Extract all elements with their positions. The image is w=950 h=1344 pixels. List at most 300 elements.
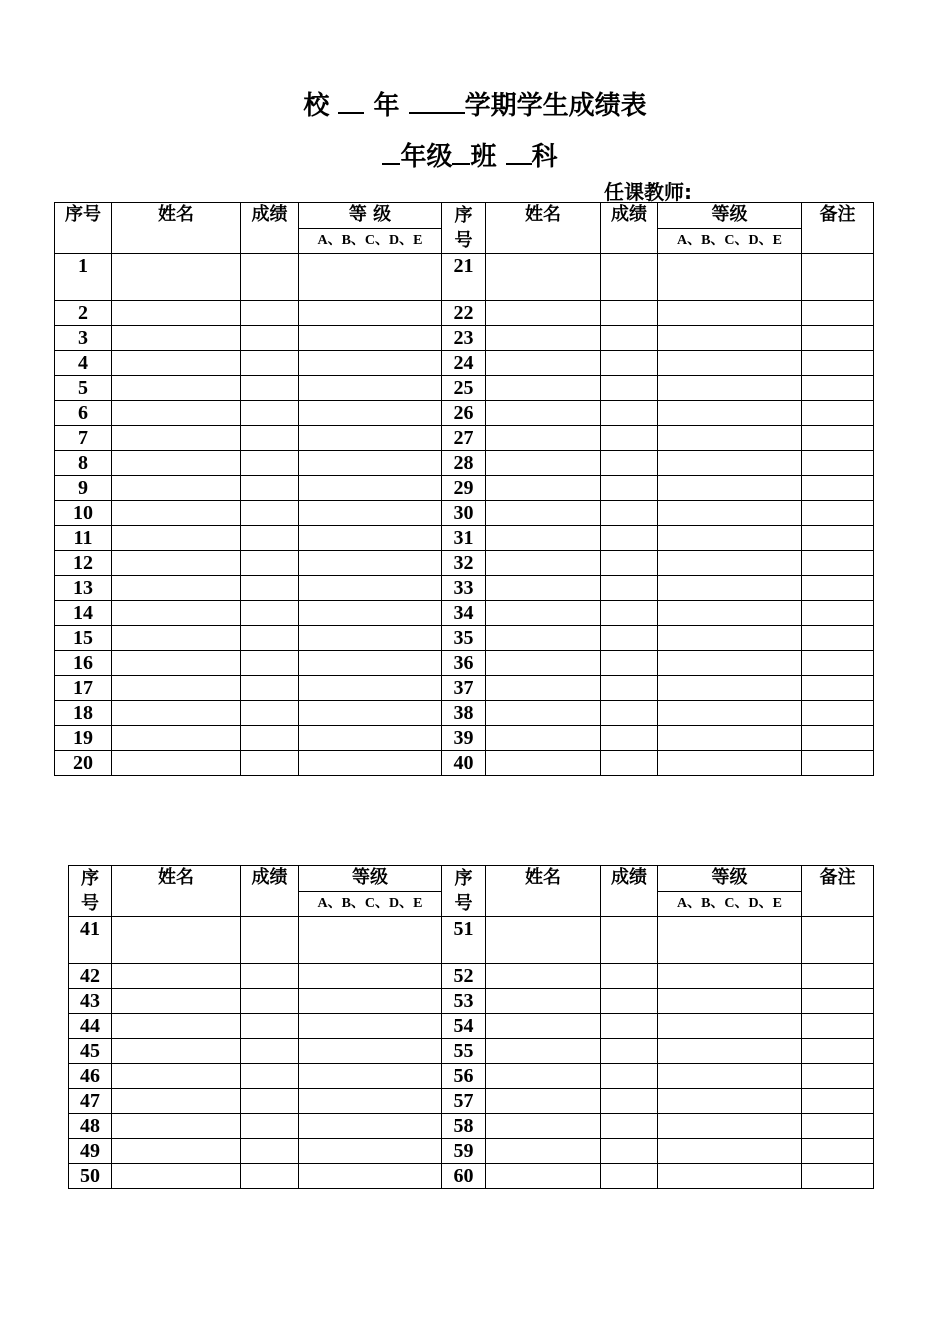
score-cell[interactable] [241,676,299,701]
header-grade: 等 级 [299,203,442,229]
score-cell-right[interactable] [601,401,658,426]
grade-cell[interactable] [299,401,442,426]
grade-cell-right[interactable] [658,601,802,626]
grade-cell-right[interactable] [658,476,802,501]
name-cell[interactable] [112,989,241,1014]
remark-cell[interactable] [802,526,874,551]
grade-cell[interactable] [299,626,442,651]
grade-cell-right[interactable] [658,426,802,451]
remark-cell[interactable] [802,1039,874,1064]
score-cell[interactable] [241,701,299,726]
name-cell-right[interactable] [486,676,601,701]
score-cell-right[interactable] [601,576,658,601]
name-cell-right[interactable] [486,1039,601,1064]
remark-cell[interactable] [802,726,874,751]
name-cell-right[interactable] [486,917,601,964]
grade-cell[interactable] [299,526,442,551]
grade-blank [382,141,400,165]
grade-cell-right[interactable] [658,726,802,751]
name-cell[interactable] [112,751,241,776]
grade-cell[interactable] [299,989,442,1014]
score-cell[interactable] [241,1114,299,1139]
grade-cell-right[interactable] [658,351,802,376]
grade-cell-right[interactable] [658,526,802,551]
score-cell-right[interactable] [601,326,658,351]
score-cell[interactable] [241,351,299,376]
name-cell[interactable] [112,601,241,626]
grade-cell[interactable] [299,426,442,451]
name-cell[interactable] [112,551,241,576]
row-number-right: 54 [442,1014,486,1039]
name-cell[interactable] [112,526,241,551]
score-cell[interactable] [241,989,299,1014]
table-row [55,676,874,701]
row-number-right: 21 [442,254,486,301]
name-cell[interactable] [112,1114,241,1139]
score-cell[interactable] [241,401,299,426]
table-1-body [55,254,874,776]
score-cell[interactable] [241,1139,299,1164]
remark-cell[interactable] [802,326,874,351]
grade-cell[interactable] [299,726,442,751]
remark-cell[interactable] [802,1064,874,1089]
grade-cell[interactable] [299,551,442,576]
name-cell[interactable] [112,726,241,751]
score-cell-right[interactable] [601,676,658,701]
row-number-right: 22 [442,301,486,326]
remark-cell[interactable] [802,626,874,651]
name-cell[interactable] [112,1089,241,1114]
semester-blank [409,90,465,114]
header-grade: 等级 [299,866,442,892]
remark-cell[interactable] [802,376,874,401]
score-cell-right[interactable] [601,451,658,476]
name-cell-right[interactable] [486,1014,601,1039]
row-number-right: 52 [442,964,486,989]
row-number: 44 [69,1014,112,1039]
remark-cell[interactable] [802,1114,874,1139]
grade-cell-right[interactable] [658,1114,802,1139]
grade-cell-right[interactable] [658,301,802,326]
table-row [69,964,874,989]
row-number-right: 36 [442,651,486,676]
name-cell[interactable] [112,376,241,401]
grade-cell-right[interactable] [658,1014,802,1039]
table-row [69,1039,874,1064]
name-cell-right[interactable] [486,254,601,301]
row-number: 41 [69,917,112,964]
score-cell-right[interactable] [601,351,658,376]
score-cell-right[interactable] [601,1014,658,1039]
name-cell[interactable] [112,676,241,701]
grade-cell-right[interactable] [658,254,802,301]
grade-cell[interactable] [299,254,442,301]
remark-cell[interactable] [802,426,874,451]
row-number-right: 30 [442,501,486,526]
grade-cell[interactable] [299,1139,442,1164]
name-cell-right[interactable] [486,301,601,326]
score-cell-right[interactable] [601,1089,658,1114]
score-cell-right[interactable] [601,426,658,451]
page-title [0,85,950,122]
score-cell-right[interactable] [601,726,658,751]
grade-cell-right[interactable] [658,1064,802,1089]
remark-cell[interactable] [802,254,874,301]
row-number: 15 [55,626,112,651]
grade-cell-right[interactable] [658,401,802,426]
name-cell[interactable] [112,964,241,989]
table-row [55,401,874,426]
row-number: 2 [55,301,112,326]
table-row [55,254,874,301]
grade-cell-right[interactable] [658,1089,802,1114]
grade-cell-right[interactable] [658,917,802,964]
remark-cell[interactable] [802,401,874,426]
score-cell-right[interactable] [601,651,658,676]
grade-options-right: A、B、C、D、E [658,228,802,254]
header-score: 成绩 [241,866,299,917]
grade-cell[interactable] [299,501,442,526]
score-cell[interactable] [241,1064,299,1089]
name-cell-right[interactable] [486,576,601,601]
name-cell[interactable] [112,1139,241,1164]
row-number-right: 23 [442,326,486,351]
grade-cell-right[interactable] [658,1164,802,1189]
row-number: 45 [69,1039,112,1064]
table-row [69,1064,874,1089]
name-cell-right[interactable] [486,1114,601,1139]
row-number-right: 53 [442,989,486,1014]
grade-cell[interactable] [299,1164,442,1189]
score-cell[interactable] [241,501,299,526]
row-number-right: 37 [442,676,486,701]
grade-cell-right[interactable] [658,964,802,989]
grade-cell[interactable] [299,476,442,501]
grade-cell[interactable] [299,576,442,601]
grade-cell[interactable] [299,917,442,964]
title-text: 学期学生成绩表 [464,91,647,121]
row-number-right: 59 [442,1139,486,1164]
score-cell-right[interactable] [601,376,658,401]
grade-cell-right[interactable] [658,676,802,701]
remark-cell[interactable] [802,1089,874,1114]
header-score-right: 成绩 [601,203,658,254]
name-cell-right[interactable] [486,601,601,626]
grade-cell[interactable] [299,351,442,376]
table-row [55,301,874,326]
header-score-right: 成绩 [601,866,658,917]
header-name: 姓名 [112,866,241,917]
grade-cell[interactable] [299,701,442,726]
remark-cell[interactable] [802,576,874,601]
name-cell[interactable] [112,1164,241,1189]
grade-options: A、B、C、D、E [299,228,442,254]
header-name: 姓名 [112,203,241,254]
score-cell[interactable] [241,476,299,501]
name-cell[interactable] [112,1014,241,1039]
score-cell[interactable] [241,576,299,601]
table-row [69,917,874,964]
table-row [55,726,874,751]
score-cell-right[interactable] [601,526,658,551]
row-number: 12 [55,551,112,576]
teacher-label: 任课教师: [604,180,692,204]
name-cell[interactable] [112,1039,241,1064]
remark-cell[interactable] [802,1139,874,1164]
header-name-right: 姓名 [486,203,601,254]
score-cell[interactable] [241,751,299,776]
score-cell-right[interactable] [601,601,658,626]
row-number: 47 [69,1089,112,1114]
table-row [55,351,874,376]
name-cell[interactable] [112,701,241,726]
name-cell[interactable] [112,401,241,426]
remark-cell[interactable] [802,451,874,476]
subject-label: 科 [531,142,558,172]
score-cell[interactable] [241,451,299,476]
grade-cell[interactable] [299,751,442,776]
name-cell-right[interactable] [486,326,601,351]
grade-cell[interactable] [299,301,442,326]
grade-label: 年级 [400,142,453,172]
name-cell-right[interactable] [486,1164,601,1189]
score-cell-right[interactable] [601,1164,658,1189]
grade-cell-right[interactable] [658,551,802,576]
table-row [55,451,874,476]
grade-options-right: A、B、C、D、E [658,891,802,917]
row-number: 4 [55,351,112,376]
grade-cell-right[interactable] [658,451,802,476]
year-blank [338,90,364,114]
name-cell[interactable] [112,917,241,964]
table-row [69,1164,874,1189]
name-cell-right[interactable] [486,1089,601,1114]
remark-cell[interactable] [802,964,874,989]
header-name-right: 姓名 [486,866,601,917]
class-label: 班 [470,142,497,172]
score-cell[interactable] [241,1089,299,1114]
header-seq-top: 序 [81,868,99,889]
score-cell-right[interactable] [601,964,658,989]
name-cell-right[interactable] [486,426,601,451]
score-cell[interactable] [241,376,299,401]
row-number-right: 57 [442,1089,486,1114]
name-cell[interactable] [112,301,241,326]
score-cell[interactable] [241,1164,299,1189]
row-number: 14 [55,601,112,626]
name-cell-right[interactable] [486,651,601,676]
table-row [55,576,874,601]
header-seq-bottom: 号 [454,893,473,914]
name-cell-right[interactable] [486,401,601,426]
score-cell-right[interactable] [601,701,658,726]
name-cell[interactable] [112,501,241,526]
header-score: 成绩 [241,203,299,254]
score-cell-right[interactable] [601,1039,658,1064]
grade-cell[interactable] [299,1089,442,1114]
score-cell[interactable] [241,964,299,989]
score-cell-right[interactable] [601,1114,658,1139]
row-number: 18 [55,701,112,726]
score-cell-right[interactable] [601,989,658,1014]
name-cell[interactable] [112,254,241,301]
grade-cell[interactable] [299,1064,442,1089]
row-number-right: 55 [442,1039,486,1064]
name-cell[interactable] [112,651,241,676]
grade-cell[interactable] [299,601,442,626]
row-number-right: 31 [442,526,486,551]
score-cell[interactable] [241,726,299,751]
row-number: 3 [55,326,112,351]
header-remark: 备注 [802,203,874,254]
row-number-right: 35 [442,626,486,651]
row-number-right: 56 [442,1064,486,1089]
name-cell-right[interactable] [486,989,601,1014]
row-number-right: 34 [442,601,486,626]
row-number-right: 24 [442,351,486,376]
name-cell-right[interactable] [486,376,601,401]
grade-cell-right[interactable] [658,376,802,401]
grade-cell-right[interactable] [658,1139,802,1164]
name-cell[interactable] [112,626,241,651]
remark-cell[interactable] [802,476,874,501]
grade-cell-right[interactable] [658,651,802,676]
score-cell[interactable] [241,326,299,351]
row-number-right: 58 [442,1114,486,1139]
name-cell-right[interactable] [486,751,601,776]
remark-cell[interactable] [802,1164,874,1189]
year-label: 年 [373,91,400,121]
row-number-right: 32 [442,551,486,576]
header-grade-right: 等级 [658,203,802,229]
score-cell-right[interactable] [601,254,658,301]
remark-cell[interactable] [802,651,874,676]
table-row [55,751,874,776]
remark-cell[interactable] [802,701,874,726]
name-cell[interactable] [112,326,241,351]
remark-cell[interactable] [802,676,874,701]
grade-cell-right[interactable] [658,626,802,651]
name-cell-right[interactable] [486,964,601,989]
header-seq-top: 序 [454,205,473,226]
name-cell-right[interactable] [486,701,601,726]
remark-cell[interactable] [802,301,874,326]
remark-cell[interactable] [802,501,874,526]
score-cell[interactable] [241,551,299,576]
row-number: 8 [55,451,112,476]
score-cell-right[interactable] [601,917,658,964]
score-cell[interactable] [241,426,299,451]
score-cell-right[interactable] [601,476,658,501]
table-row [55,526,874,551]
score-cell[interactable] [241,651,299,676]
remark-cell[interactable] [802,551,874,576]
remark-cell[interactable] [802,1014,874,1039]
name-cell-right[interactable] [486,451,601,476]
name-cell-right[interactable] [486,1139,601,1164]
grade-cell[interactable] [299,676,442,701]
header-seq-top: 序 [454,868,473,889]
table-row [69,1014,874,1039]
score-cell[interactable] [241,526,299,551]
remark-cell[interactable] [802,917,874,964]
table-row [55,601,874,626]
name-cell[interactable] [112,476,241,501]
score-cell-right[interactable] [601,501,658,526]
score-cell-right[interactable] [601,1139,658,1164]
school-label: 校 [303,91,330,121]
grade-cell[interactable] [299,1039,442,1064]
table-row [69,1139,874,1164]
grade-cell[interactable] [299,326,442,351]
name-cell[interactable] [112,576,241,601]
row-number: 5 [55,376,112,401]
name-cell-right[interactable] [486,501,601,526]
name-cell-right[interactable] [486,476,601,501]
grade-cell-right[interactable] [658,751,802,776]
table-row [55,626,874,651]
name-cell[interactable] [112,451,241,476]
grade-cell[interactable] [299,451,442,476]
name-cell-right[interactable] [486,551,601,576]
name-cell-right[interactable] [486,351,601,376]
score-cell[interactable] [241,301,299,326]
score-cell-right[interactable] [601,551,658,576]
grade-cell[interactable] [299,1014,442,1039]
score-cell[interactable] [241,917,299,964]
grade-cell[interactable] [299,1114,442,1139]
score-cell[interactable] [241,601,299,626]
name-cell-right[interactable] [486,726,601,751]
grade-cell[interactable] [299,376,442,401]
name-cell[interactable] [112,351,241,376]
score-cell-right[interactable] [601,751,658,776]
table-row [55,651,874,676]
score-cell-right[interactable] [601,626,658,651]
grade-cell-right[interactable] [658,576,802,601]
score-cell[interactable] [241,1014,299,1039]
score-cell-right[interactable] [601,1064,658,1089]
score-cell[interactable] [241,254,299,301]
score-cell[interactable] [241,1039,299,1064]
grade-cell-right[interactable] [658,701,802,726]
score-cell[interactable] [241,626,299,651]
header-remark: 备注 [802,866,874,917]
table-row [55,551,874,576]
name-cell-right[interactable] [486,526,601,551]
grade-cell-right[interactable] [658,326,802,351]
row-number: 46 [69,1064,112,1089]
name-cell-right[interactable] [486,1064,601,1089]
grade-cell-right[interactable] [658,989,802,1014]
remark-cell[interactable] [802,351,874,376]
grade-cell-right[interactable] [658,501,802,526]
remark-cell[interactable] [802,989,874,1014]
remark-cell[interactable] [802,751,874,776]
row-number: 6 [55,401,112,426]
score-cell-right[interactable] [601,301,658,326]
row-number: 9 [55,476,112,501]
remark-cell[interactable] [802,601,874,626]
header-seq: 序号 [55,203,112,254]
name-cell[interactable] [112,426,241,451]
grade-cell[interactable] [299,964,442,989]
name-cell-right[interactable] [486,626,601,651]
table-row [55,326,874,351]
name-cell[interactable] [112,1064,241,1089]
grade-cell-right[interactable] [658,1039,802,1064]
grade-cell[interactable] [299,651,442,676]
